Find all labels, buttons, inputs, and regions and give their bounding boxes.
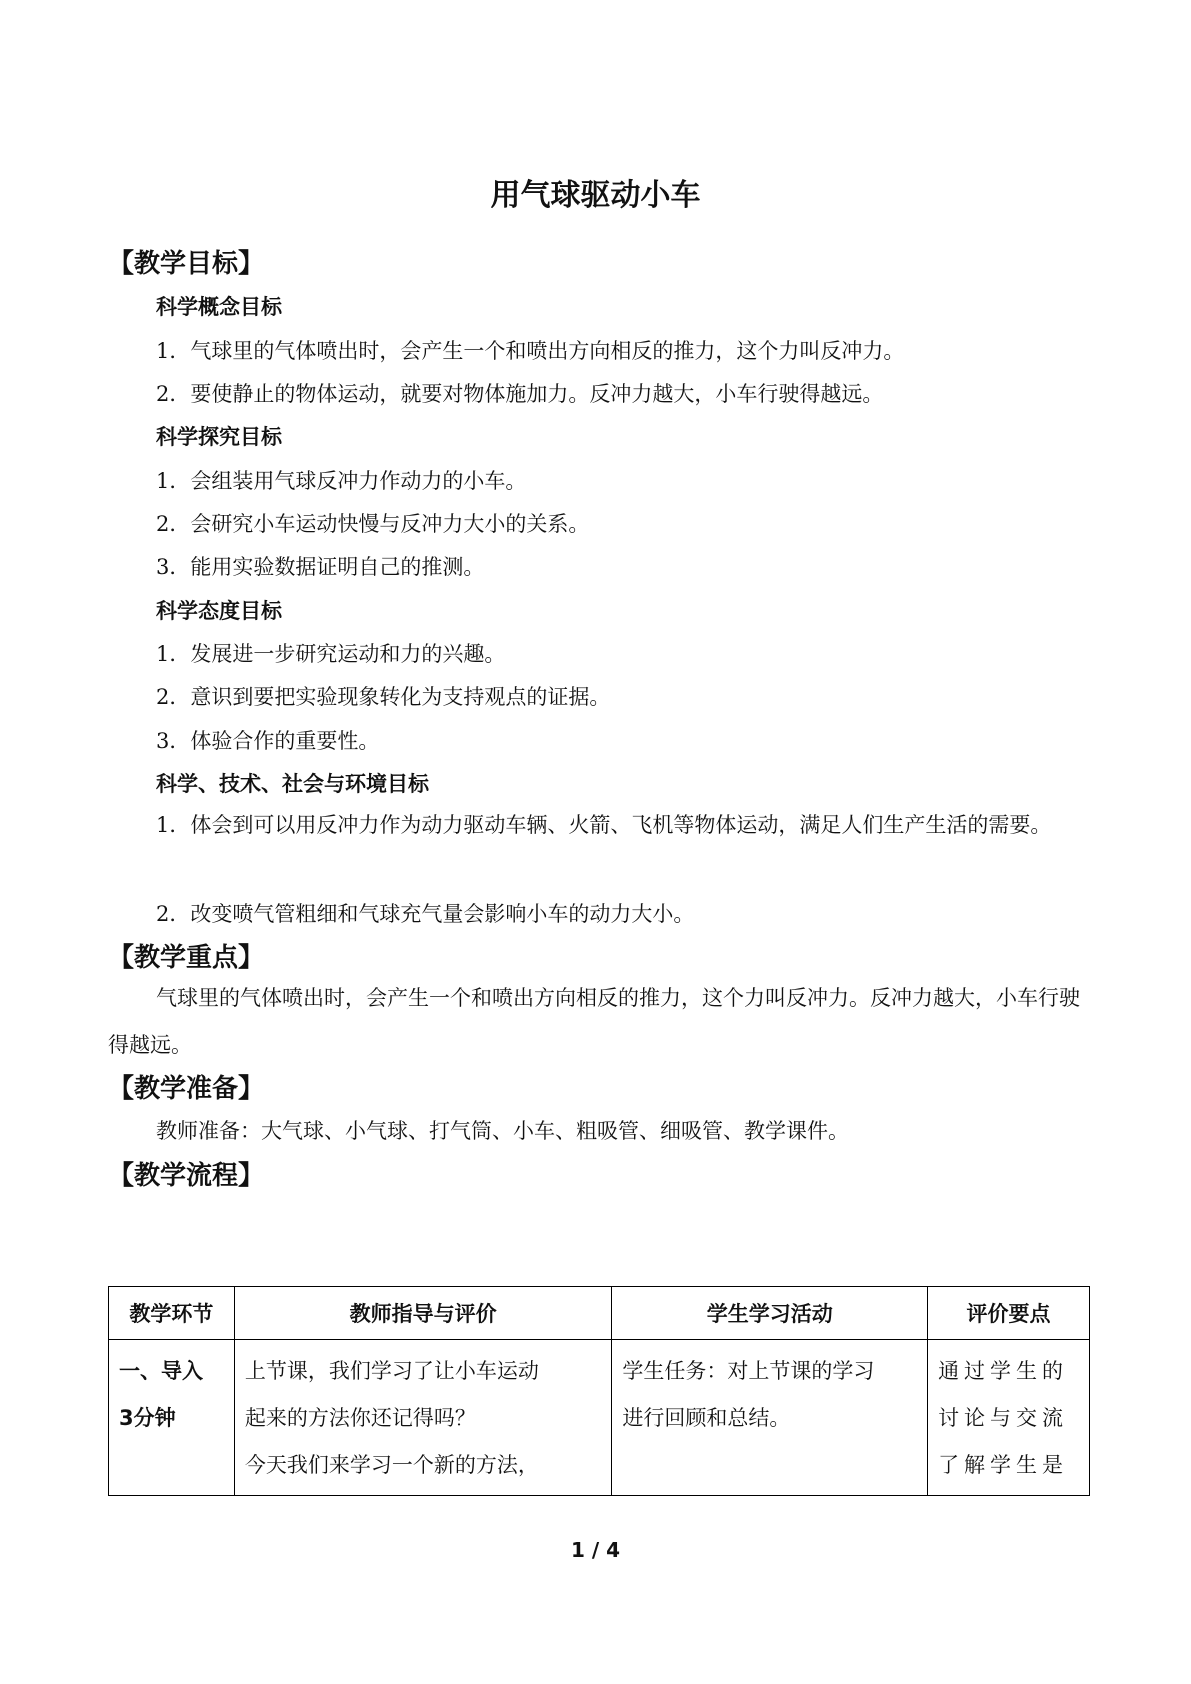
teacher-line: 上节课，我们学习了让小车运动 xyxy=(244,1359,539,1383)
student-line: 学生任务：对上节课的学习 xyxy=(622,1359,875,1383)
section-heading-objectives: 【教学目标】 xyxy=(108,249,265,279)
inquiry-item: 2．会研究小车运动快慢与反冲力大小的关系。 xyxy=(156,512,590,536)
teacher-line: 起来的方法你还记得吗？ xyxy=(244,1406,476,1430)
concept-item: 2．要使静止的物体运动，就要对物体施加力。反冲力越大，小车行驶得越远。 xyxy=(156,382,884,406)
key-points-text: 气球里的气体喷出时，会产生一个和喷出方向相反的推力，这个力叫反冲力。反冲力越大，小车行驶得越远。 xyxy=(108,986,1080,1057)
stage-cell xyxy=(109,1340,235,1496)
concept-item: 1．气球里的气体喷出时，会产生一个和喷出方向相反的推力，这个力叫反冲力。 xyxy=(156,339,905,363)
column-header-stage: 教学环节 xyxy=(109,1287,235,1340)
stage-name: 一、导入 xyxy=(119,1359,203,1383)
section-heading-key-points: 【教学重点】 xyxy=(108,943,265,973)
student-cell xyxy=(612,1340,928,1496)
subheading-inquiry: 科学探究目标 xyxy=(156,425,282,449)
attitude-item: 2．意识到要把实验现象转化为支持观点的证据。 xyxy=(156,685,611,709)
stage-duration: 3分钟 xyxy=(119,1406,176,1430)
inquiry-item: 3．能用实验数据证明自己的推测。 xyxy=(156,555,485,579)
evaluation-line: 了解学生是 xyxy=(938,1453,1069,1477)
document-title: 用气球驱动小车 xyxy=(490,178,701,213)
student-line: 进行回顾和总结。 xyxy=(622,1406,791,1430)
subheading-concept: 科学概念目标 xyxy=(156,295,282,319)
teacher-cell xyxy=(234,1340,612,1496)
table-row xyxy=(109,1340,1090,1496)
process-table xyxy=(108,1286,1090,1496)
subheading-attitude: 科学态度目标 xyxy=(156,599,282,623)
teacher-line: 今天我们来学习一个新的方法， xyxy=(244,1453,539,1477)
section-heading-preparation: 【教学准备】 xyxy=(108,1074,265,1104)
stse-item: 1．体会到可以用反冲力作为动力驱动车辆、火箭、飞机等物体运动，满足人们生产生活的需要。 xyxy=(156,813,1052,837)
attitude-item: 1．发展进一步研究运动和力的兴趣。 xyxy=(156,642,506,666)
attitude-item: 3．体验合作的重要性。 xyxy=(156,729,380,753)
evaluation-cell xyxy=(928,1340,1090,1496)
column-header-teacher: 教师指导与评价 xyxy=(234,1287,612,1340)
evaluation-line: 讨论与交流 xyxy=(938,1406,1069,1430)
section-heading-process: 【教学流程】 xyxy=(108,1161,265,1191)
inquiry-item: 1．会组装用气球反冲力作动力的小车。 xyxy=(156,469,527,493)
column-header-evaluation: 评价要点 xyxy=(928,1287,1090,1340)
column-header-student: 学生学习活动 xyxy=(612,1287,928,1340)
subheading-stse: 科学、技术、社会与环境目标 xyxy=(156,772,429,796)
stse-item: 2．改变喷气管粗细和气球充气量会影响小车的动力大小。 xyxy=(156,902,695,926)
preparation-text: 教师准备：大气球、小气球、打气筒、小车、粗吸管、细吸管、教学课件。 xyxy=(156,1119,849,1143)
page-number: 1 / 4 xyxy=(570,1538,621,1562)
table-header-row xyxy=(109,1287,1090,1340)
evaluation-line: 通过学生的 xyxy=(938,1359,1069,1383)
